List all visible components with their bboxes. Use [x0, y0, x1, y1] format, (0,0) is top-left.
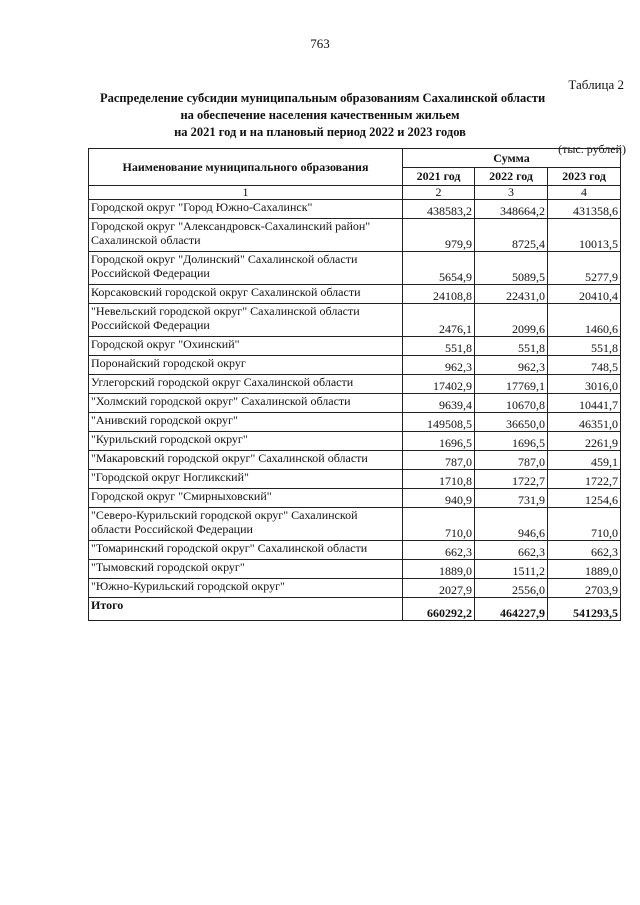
header-year-2023: 2023 год [548, 168, 621, 186]
table-row [89, 394, 621, 413]
total-2022: 464227,9 [475, 598, 548, 621]
amount-2022: 1722,7 [475, 470, 548, 489]
title-line: на обеспечение населения качественным жильем [180, 108, 460, 122]
header-name: Наименование муниципального образования [89, 149, 403, 186]
amount-2023: 1460,6 [548, 304, 621, 337]
amount-2022: 731,9 [475, 489, 548, 508]
amount-2022: 2556,0 [475, 579, 548, 598]
municipality-name: "Невельский городской округ" Сахалинской области Российской Федерации [89, 304, 403, 337]
municipality-name: "Курильский городской округ" [89, 432, 403, 451]
municipality-name: Городской округ "Долинский" Сахалинской области Российской Федерации [89, 252, 403, 285]
amount-2023: 1889,0 [548, 560, 621, 579]
amount-2022: 787,0 [475, 451, 548, 470]
table-row [89, 337, 621, 356]
table-row [89, 375, 621, 394]
amount-2023: 10013,5 [548, 219, 621, 252]
amount-2023: 5277,9 [548, 252, 621, 285]
table-label: Таблица 2 [568, 77, 624, 92]
amount-2021: 17402,9 [403, 375, 475, 394]
amount-2022: 22431,0 [475, 285, 548, 304]
title-line: на 2021 год и на плановый период 2022 и 2023 годов [174, 125, 466, 139]
amount-2023: 10441,7 [548, 394, 621, 413]
table-row [89, 356, 621, 375]
table-row [89, 432, 621, 451]
total-label: Итого [89, 598, 403, 621]
amount-2023: 459,1 [548, 451, 621, 470]
amount-2022: 946,6 [475, 508, 548, 541]
amount-2022: 348664,2 [475, 200, 548, 219]
amount-2023: 748,5 [548, 356, 621, 375]
page-number: 763 [310, 36, 330, 51]
header-year-2021: 2021 год [403, 168, 475, 186]
header-sum: Сумма [403, 149, 621, 168]
municipality-name: "Макаровский городской округ" Сахалинской области [89, 451, 403, 470]
title-line: Распределение субсидии муниципальным образованиям Сахалинской области [100, 91, 546, 105]
municipality-name: Городской округ "Охинский" [89, 337, 403, 356]
amount-2022: 551,8 [475, 337, 548, 356]
amount-2021: 787,0 [403, 451, 475, 470]
column-number: 1 [89, 186, 403, 200]
units-note: (тыс. рублей) [558, 142, 626, 156]
amount-2023: 710,0 [548, 508, 621, 541]
amount-2023: 20410,4 [548, 285, 621, 304]
table-row [89, 489, 621, 508]
amount-2022: 1511,2 [475, 560, 548, 579]
amount-2021: 979,9 [403, 219, 475, 252]
amount-2021: 1889,0 [403, 560, 475, 579]
amount-2023: 1254,6 [548, 489, 621, 508]
municipality-name: "Городской округ Ногликский" [89, 470, 403, 489]
municipality-name: Городской округ "Смирныховский" [89, 489, 403, 508]
table-row [89, 470, 621, 489]
table-row [89, 541, 621, 560]
amount-2021: 940,9 [403, 489, 475, 508]
amount-2021: 1696,5 [403, 432, 475, 451]
municipality-name: "Тымовский городской округ" [89, 560, 403, 579]
amount-2022: 8725,4 [475, 219, 548, 252]
municipality-name: "Анивский городской округ" [89, 413, 403, 432]
amount-2021: 5654,9 [403, 252, 475, 285]
amount-2022: 36650,0 [475, 413, 548, 432]
amount-2021: 438583,2 [403, 200, 475, 219]
amount-2021: 1710,8 [403, 470, 475, 489]
municipality-name: "Холмский городской округ" Сахалинской области [89, 394, 403, 413]
table-row [89, 285, 621, 304]
total-2023: 541293,5 [548, 598, 621, 621]
table-row [89, 304, 621, 337]
table-row [89, 252, 621, 285]
amount-2023: 2261,9 [548, 432, 621, 451]
amount-2022: 10670,8 [475, 394, 548, 413]
amount-2023: 431358,6 [548, 200, 621, 219]
amount-2023: 2703,9 [548, 579, 621, 598]
amount-2022: 17769,1 [475, 375, 548, 394]
column-number: 4 [548, 186, 621, 200]
amount-2021: 2476,1 [403, 304, 475, 337]
amount-2021: 2027,9 [403, 579, 475, 598]
table-row [89, 579, 621, 598]
municipality-name: Углегорский городской округ Сахалинской области [89, 375, 403, 394]
amount-2022: 962,3 [475, 356, 548, 375]
amount-2021: 962,3 [403, 356, 475, 375]
table-row [89, 451, 621, 470]
table-row [89, 219, 621, 252]
amount-2023: 1722,7 [548, 470, 621, 489]
total-row [89, 598, 621, 621]
amount-2021: 710,0 [403, 508, 475, 541]
table-row [89, 200, 621, 219]
amount-2023: 3016,0 [548, 375, 621, 394]
amount-2023: 46351,0 [548, 413, 621, 432]
municipality-name: Корсаковский городской округ Сахалинской области [89, 285, 403, 304]
column-number: 2 [403, 186, 475, 200]
amount-2023: 551,8 [548, 337, 621, 356]
amount-2022: 5089,5 [475, 252, 548, 285]
amount-2021: 9639,4 [403, 394, 475, 413]
municipality-name: Поронайский городской округ [89, 356, 403, 375]
municipality-name: Городской округ "Город Южно-Сахалинск" [89, 200, 403, 219]
table-row [89, 413, 621, 432]
municipality-name: "Северо-Курильский городской округ" Сахалинской области Российской Федерации [89, 508, 403, 541]
amount-2022: 662,3 [475, 541, 548, 560]
table-row [89, 560, 621, 579]
amount-2021: 149508,5 [403, 413, 475, 432]
header-year-2022: 2022 год [475, 168, 548, 186]
amount-2021: 662,3 [403, 541, 475, 560]
amount-2021: 24108,8 [403, 285, 475, 304]
subsidy-table [88, 148, 621, 621]
amount-2022: 1696,5 [475, 432, 548, 451]
amount-2023: 662,3 [548, 541, 621, 560]
column-number: 3 [475, 186, 548, 200]
total-2021: 660292,2 [403, 598, 475, 621]
table-title [100, 90, 546, 141]
municipality-name: "Южно-Курильский городской округ" [89, 579, 403, 598]
municipality-name: "Томаринский городской округ" Сахалинской области [89, 541, 403, 560]
table-row [89, 508, 621, 541]
municipality-name: Городской округ "Александровск-Сахалинский район" Сахалинской области [89, 219, 403, 252]
amount-2022: 2099,6 [475, 304, 548, 337]
amount-2021: 551,8 [403, 337, 475, 356]
